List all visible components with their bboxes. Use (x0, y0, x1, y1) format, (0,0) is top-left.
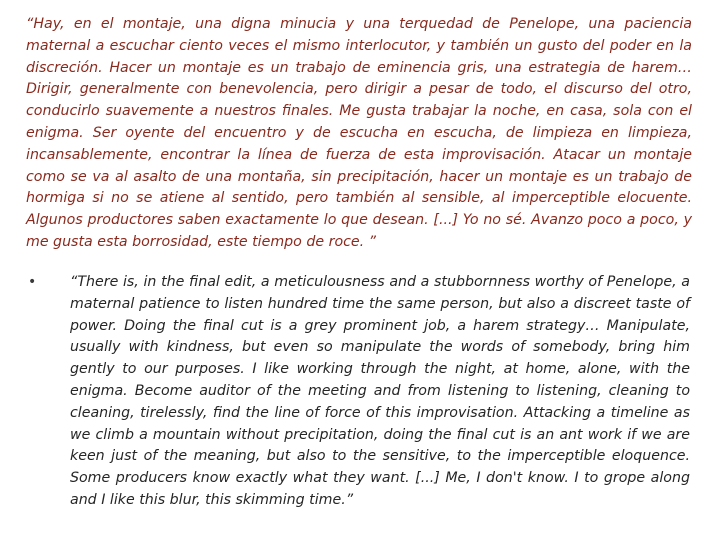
bullet-icon: • (28, 274, 37, 290)
list-item (26, 272, 690, 512)
bullet-list (26, 272, 690, 512)
spanish-quote-paragraph: “Hay, en el montaje, una digna minucia y una terquedad de Penelope, una paciencia maternal a escuchar ciento veces el mismo interlocutor, y también un gusto del poder en la discreción. Hacer un montaje es un trabajo de eminencia gris, una estrategia de harem… Dirigir, generalmente con benevolencia, pero dirigir a pesar de todo, el discurso del otro, conducirlo suavemente a nuestros finales. Me gusta trabajar la noche, en casa, sola con el enigma. Ser oyente del encuentro y de escucha en escucha, de limpieza en limpieza, incansablemente, encontrar la línea de fuerza de esta improvisación. Atacar un montaje como se va al asalto de una montaña, sin precipitación, hacer un montaje es un trabajo de hormiga si no se atiene al sentido, pero también al sensible, al imperceptible elocuente. Algunos productores saben exactamente lo que desean. [...] Yo no sé. Avanzo poco a poco, y me gusta esta borrosidad, este tiempo de roce. ” (26, 16, 692, 250)
english-quote-paragraph: “There is, in the final edit, a meticulousness and a stubbornness worthy of Penelope, a maternal patience to listen hundred time the same person, but also a discreet taste of power. Doing the final cut is a grey prominent job, a harem strategy… Manipulate, usually with kindness, but even so manipulate the words of somebody, bring him gently to our purposes. I like working through the night, at home, alone, with the enigma. Become auditor of the meeting and from listening to listening, cleaning to cleaning, tirelessly, find the line of force of this improvisation. Attacking a timeline as we climb a mountain without precipitation, doing the final cut is an ant work if we are keen just of the meaning, but also to the sensitive, to the imperceptible eloquence. Some producers know exactly what they want. [...] Me, I don't know. I to grope along and I like this blur, this skimming time.” (70, 274, 690, 508)
